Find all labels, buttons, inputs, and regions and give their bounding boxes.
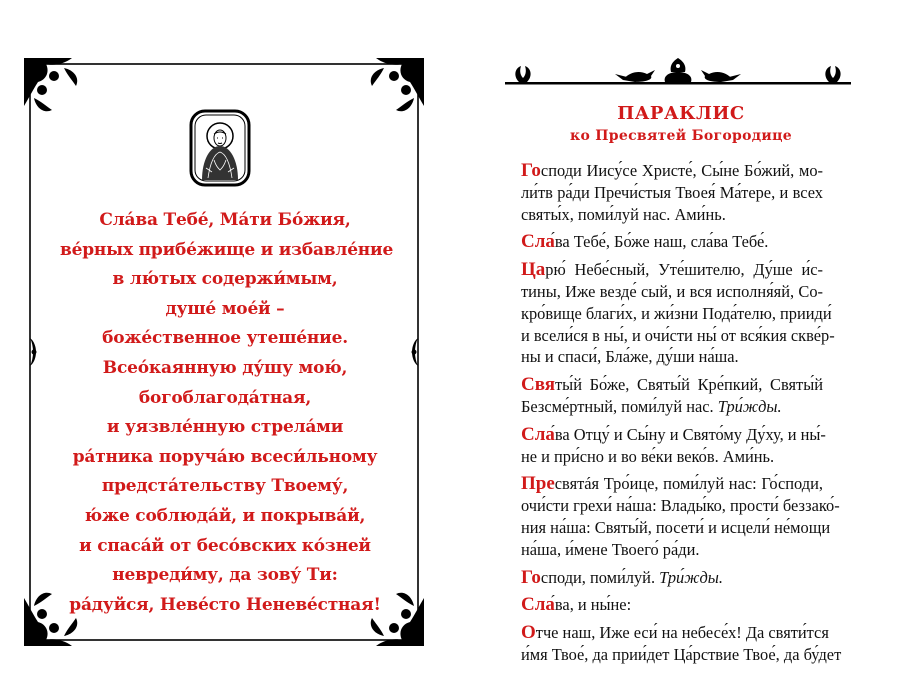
prayer-line: душе́ мое́й – xyxy=(165,298,285,319)
prayer-line: богоблагода́тная, xyxy=(138,387,312,408)
paragraph-line: ны и спаси́, Бла́же, ду́ши на́ша. xyxy=(521,347,739,367)
paragraph-line: на́ша, и́мене Твоего́ ра́ди. xyxy=(521,539,700,559)
paragraph-line: святáя Тро́ице, поми́луй нас: Го́споди, xyxy=(554,474,823,494)
drop-capital: Ца xyxy=(521,259,546,281)
paragraph-line: очи́сти грехи́ на́ша: Влады́ко, прости́ беззако́- xyxy=(521,496,840,516)
paragraph xyxy=(521,622,842,666)
paragraph-line: Безсме́ртный, поми́луй нас. xyxy=(521,396,714,416)
prayer-line: и спаса́й от бесо́вских ко́зней xyxy=(79,535,371,556)
paragraph xyxy=(521,160,823,225)
prayer-line: ю́же соблюда́й, и покрыва́й, xyxy=(84,505,366,526)
prayer-line: и уязвле́нную стрела́ми xyxy=(106,417,344,438)
paragraph xyxy=(521,231,823,253)
paragraph-line: ́ва, и ны́не: xyxy=(554,595,632,615)
paragraph-line: ния на́ша: Святы́й, посети́ и исцели́ не́мощи xyxy=(521,517,831,537)
paragraph-line: и́мя Твое́, да прии́дет Ца́рствие Твое́, да бу́дет xyxy=(521,644,842,664)
prayer-line: ра́тника поруча́ю всеси́льному xyxy=(72,446,378,467)
paragraph xyxy=(521,374,823,418)
prayer-line: Всео́каянную ду́шу мою́, xyxy=(102,357,348,378)
prayer-line: ра́дуйся, Неве́сто Неневе́стная! xyxy=(69,594,381,615)
prayer-line: боже́ственное утеше́ние. xyxy=(102,328,348,349)
prayer-text-left xyxy=(60,206,394,620)
corner-ornament-icon xyxy=(371,58,424,111)
prayer-line: Сла́ва Тебе́, Ма́ти Бо́жия, xyxy=(99,210,351,230)
paragraph xyxy=(521,567,823,589)
page-title xyxy=(496,102,866,146)
paragraph-line: ты́й Бо́же, Святы́й Кре́пкий, Святы́й xyxy=(555,375,823,395)
prayer-text-right xyxy=(521,160,842,672)
paragraph xyxy=(521,259,835,368)
paragraph-line: кро́вище благи́х, и жи́зни Пода́телю, прииди́ xyxy=(521,303,832,323)
paragraph xyxy=(521,594,823,616)
title-main: ПАРАКЛИС xyxy=(617,103,745,124)
prayer-line: невреди́му, да зову́ Ти: xyxy=(112,565,338,586)
paragraph-line: тины, Иже везде́ сый, и вся исполня́яй, Со- xyxy=(521,281,823,301)
drop-capital: Го xyxy=(521,566,541,588)
drop-capital: Го xyxy=(521,160,541,181)
paragraph-line: споди, поми́луй. xyxy=(540,567,656,587)
drop-capital: Сла xyxy=(521,423,555,445)
paragraph xyxy=(521,473,840,560)
drop-capital: О xyxy=(521,622,536,644)
drop-capital: Сла xyxy=(521,231,555,253)
paragraph-line: не и при́сно и во ве́ки веко́в. Ами́нь. xyxy=(521,446,775,466)
rubric-trizhdy: Три́жды. xyxy=(717,396,782,416)
paragraph-line: святы́х, поми́луй нас. Ами́нь. xyxy=(521,204,726,224)
prayer-line: предста́тельству Твоему́, xyxy=(101,476,349,497)
drop-capital: Пре xyxy=(521,473,555,495)
paragraph-line: ли́тв ра́ди Пречи́стыя Твоея́ Ма́тере, и всех xyxy=(521,182,823,202)
paragraph-line: тче наш, Иже еси́ на небесе́х! Да святи́тся xyxy=(535,623,829,643)
paragraph-line: споди Иису́се Христе́, Сы́не Бо́жий, мо- xyxy=(540,161,823,180)
paragraph-line: и всели́ся в ны́, и очи́сти ны́ от вся́кия скве́р- xyxy=(521,325,835,345)
prayer-line: в лю́тых содержи́мым, xyxy=(112,269,338,290)
drop-capital: Сла xyxy=(521,594,555,616)
drop-capital: Свя xyxy=(521,374,556,396)
rubric-trizhdy: Три́жды. xyxy=(659,567,723,587)
theotokos-icon xyxy=(188,108,252,188)
right-page xyxy=(450,0,900,694)
paragraph-line: ́ва Отцу́ и Сы́ну и Свято́му Ду́ху, и ны́- xyxy=(554,424,826,444)
headpiece-birds-ornament-icon xyxy=(505,58,851,94)
title-subtitle: ко Пресвятей Богородице xyxy=(570,128,792,144)
corner-ornament-icon xyxy=(24,58,77,111)
prayer-line: ве́рных прибе́жище и избавле́ние xyxy=(60,239,394,260)
paragraph xyxy=(521,423,826,468)
paragraph-line: ́ва Тебе́, Бо́же наш, сла́ва Тебе́. xyxy=(554,232,769,252)
paragraph-line: рю́ Небе́сный, Уте́шителю, Ду́ше и́с- xyxy=(545,260,823,280)
